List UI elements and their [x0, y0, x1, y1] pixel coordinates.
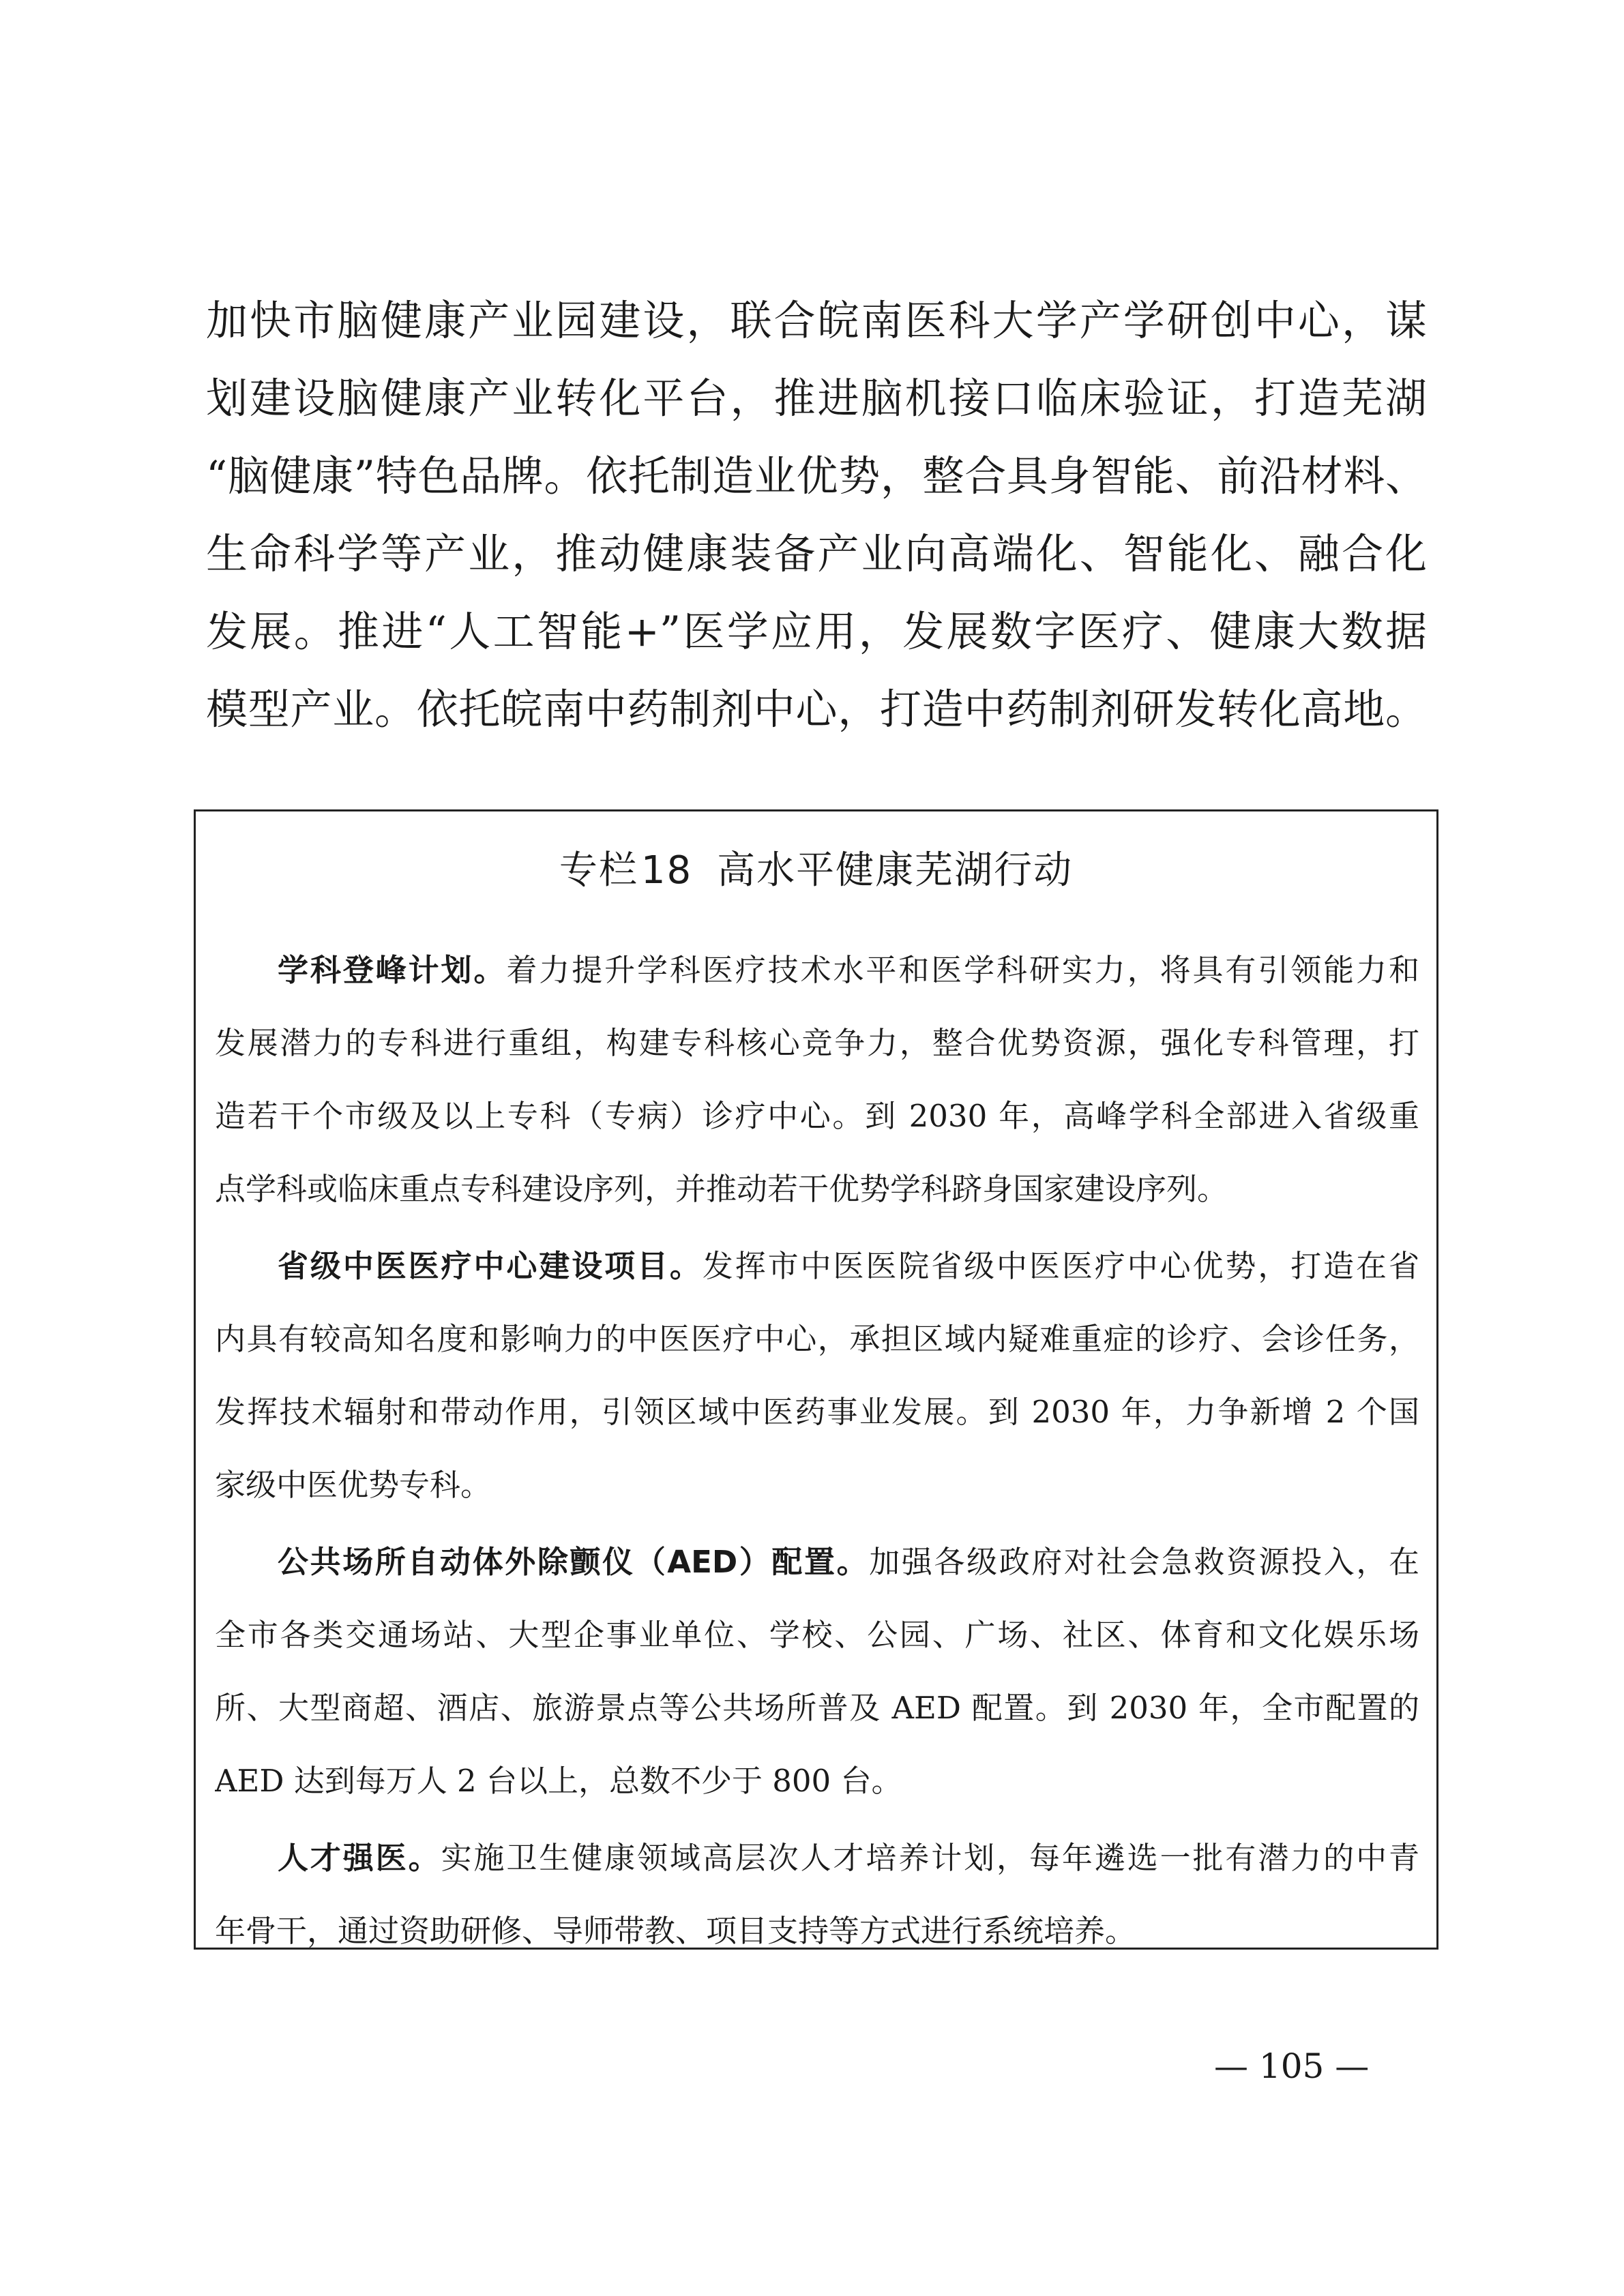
item-text: 加强各级政府对社会急救资源投入，在	[869, 1544, 1419, 1580]
page-number: — 105 —	[1214, 2046, 1370, 2086]
item-line	[215, 1525, 1419, 1598]
intro-line: “脑健康”特色品牌。依托制造业优势，整合具身智能、前沿材料、	[206, 452, 1427, 501]
item-line: 全市各类交通场站、大型企事业单位、学校、公园、广场、社区、体育和文化娱乐场	[215, 1617, 1419, 1653]
item-line: 造若干个市级及以上专科（专病）诊疗中心。到 2030 年，高峰学科全部进入省级重	[215, 1098, 1419, 1134]
item-text: 着力提升学科医疗技术水平和医学科研实力，将具有引领能力和	[506, 952, 1419, 988]
item-text: 发挥市中医医院省级中医医疗中心优势，打造在省	[702, 1248, 1419, 1284]
column-box-label: 专栏	[559, 848, 638, 893]
intro-paragraph	[206, 282, 1427, 749]
intro-line: 模型产业。依托皖南中药制剂中心，打造中药制剂研发转化高地。	[206, 685, 1427, 734]
plan-item	[215, 1821, 1419, 1967]
column-box-number: 18	[640, 848, 693, 893]
plan-item	[215, 1525, 1419, 1817]
column-box	[194, 809, 1438, 1950]
intro-line: 划建设脑健康产业转化平台，推进脑机接口临床验证，打造芜湖	[206, 374, 1427, 423]
item-title: 人才强医。	[278, 1840, 441, 1876]
item-line: 内具有较高知名度和影响力的中医医疗中心，承担区域内疑难重症的诊疗、会诊任务，	[215, 1321, 1419, 1357]
intro-line: 发展。推进“人工智能+”医学应用，发展数字医疗、健康大数据	[206, 608, 1427, 656]
item-line: AED 达到每万人 2 台以上，总数不少于 800 台。	[215, 1763, 902, 1799]
item-title: 学科登峰计划。	[278, 952, 507, 988]
item-line: 点学科或临床重点专科建设序列，并推动若干优势学科跻身国家建设序列。	[215, 1171, 1228, 1207]
item-line	[215, 934, 1419, 1007]
item-line	[215, 1821, 1419, 1894]
item-title: 公共场所自动体外除颤仪（AED）配置。	[278, 1544, 870, 1580]
item-line: 发展潜力的专科进行重组，构建专科核心竞争力，整合优势资源，强化专科管理，打	[215, 1025, 1419, 1061]
column-box-title	[196, 847, 1436, 895]
item-line: 所、大型商超、酒店、旅游景点等公共场所普及 AED 配置。到 2030 年，全市配置的	[215, 1690, 1419, 1726]
item-text: 实施卫生健康领域高层次人才培养计划，每年遴选一批有潜力的中青	[441, 1840, 1419, 1876]
column-box-items	[215, 934, 1419, 1971]
intro-line: 生命科学等产业，推动健康装备产业向高端化、智能化、融合化	[206, 530, 1427, 578]
item-line	[215, 1229, 1419, 1302]
column-box-heading: 高水平健康芜湖行动	[717, 848, 1074, 893]
item-line: 年骨干，通过资助研修、导师带教、项目支持等方式进行系统培养。	[215, 1913, 1136, 1949]
plan-item	[215, 934, 1419, 1225]
intro-line: 加快市脑健康产业园建设，联合皖南医科大学产学研创中心，谋	[206, 297, 1427, 345]
item-line: 发挥技术辐射和带动作用，引领区域中医药事业发展。到 2030 年，力争新增 2 个国	[215, 1394, 1419, 1430]
plan-item	[215, 1229, 1419, 1521]
item-line: 家级中医优势专科。	[215, 1467, 492, 1503]
item-title: 省级中医医疗中心建设项目。	[278, 1248, 703, 1284]
